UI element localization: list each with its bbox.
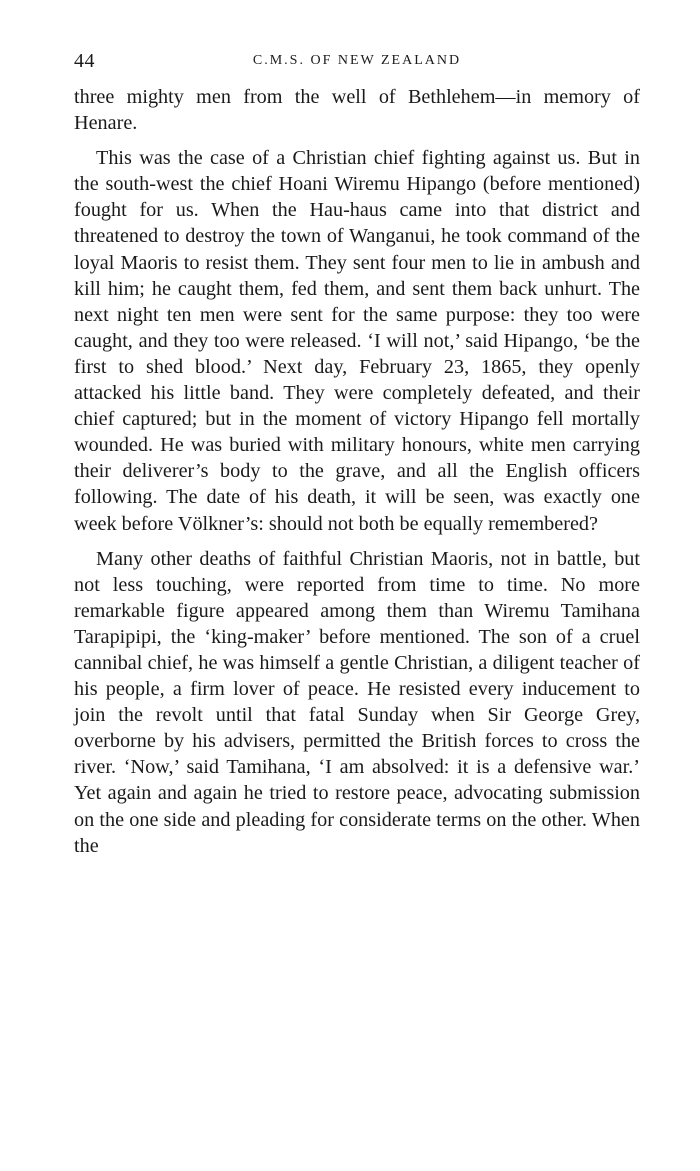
page-number: 44 — [74, 50, 95, 72]
running-head — [74, 50, 640, 80]
paragraph-continuation: three mighty men from the well of Bethlehem—in memory of Henare. — [74, 86, 640, 135]
text-body — [74, 84, 640, 859]
running-title: C.M.S. OF NEW ZEALAND — [252, 53, 462, 68]
book-page — [74, 50, 640, 859]
paragraph-hipango: This was the case of a Christian chief fighting against us. But in the south-west the chief Hoani Wiremu Hipango (before mentioned) fought for us. When the Hau-haus came into that district and threatened to destroy the town of Wanganui, he took command of the loyal Maoris to resist them. They sent four men to lie in ambush and kill him; he caught them, fed them, and sent them back unhurt. The next night ten men were sent for the same purpose: they too were caught, and they too were released. ‘I will not,’ said Hipango, ‘be the first to shed blood.’ Next day, February 23, 1865, they openly attacked his little band. They were completely defeated, and their chief captured; but in the moment of victory Hipango fell mortally wounded. He was buried with military honours, white men carrying their deliverer’s body to the grave, and all the English officers following. The date of his death, it will be seen, was exactly one week before Völkner’s: should not both be equally remembered? — [74, 147, 640, 535]
paragraph-tamihana: Many other deaths of faithful Christian Maoris, not in battle, but not less touching, were reported from time to time. No more remarkable figure appeared among them than Wiremu Tamihana Tarapipipi, the ‘king-maker’ before mentioned. The son of a cruel cannibal chief, he was himself a gentle Christian, a diligent teacher of his people, a firm lover of peace. He resisted every inducement to join the revolt until that fatal Sunday when Sir George Grey, overborne by his advisers, permitted the British forces to cross the river. ‘Now,’ said Tamihana, ‘I am absolved: it is a defensive war.’ Yet again and again he tried to restore peace, advocating submission on the one side and pleading for considerate terms on the other. When the — [74, 547, 640, 857]
